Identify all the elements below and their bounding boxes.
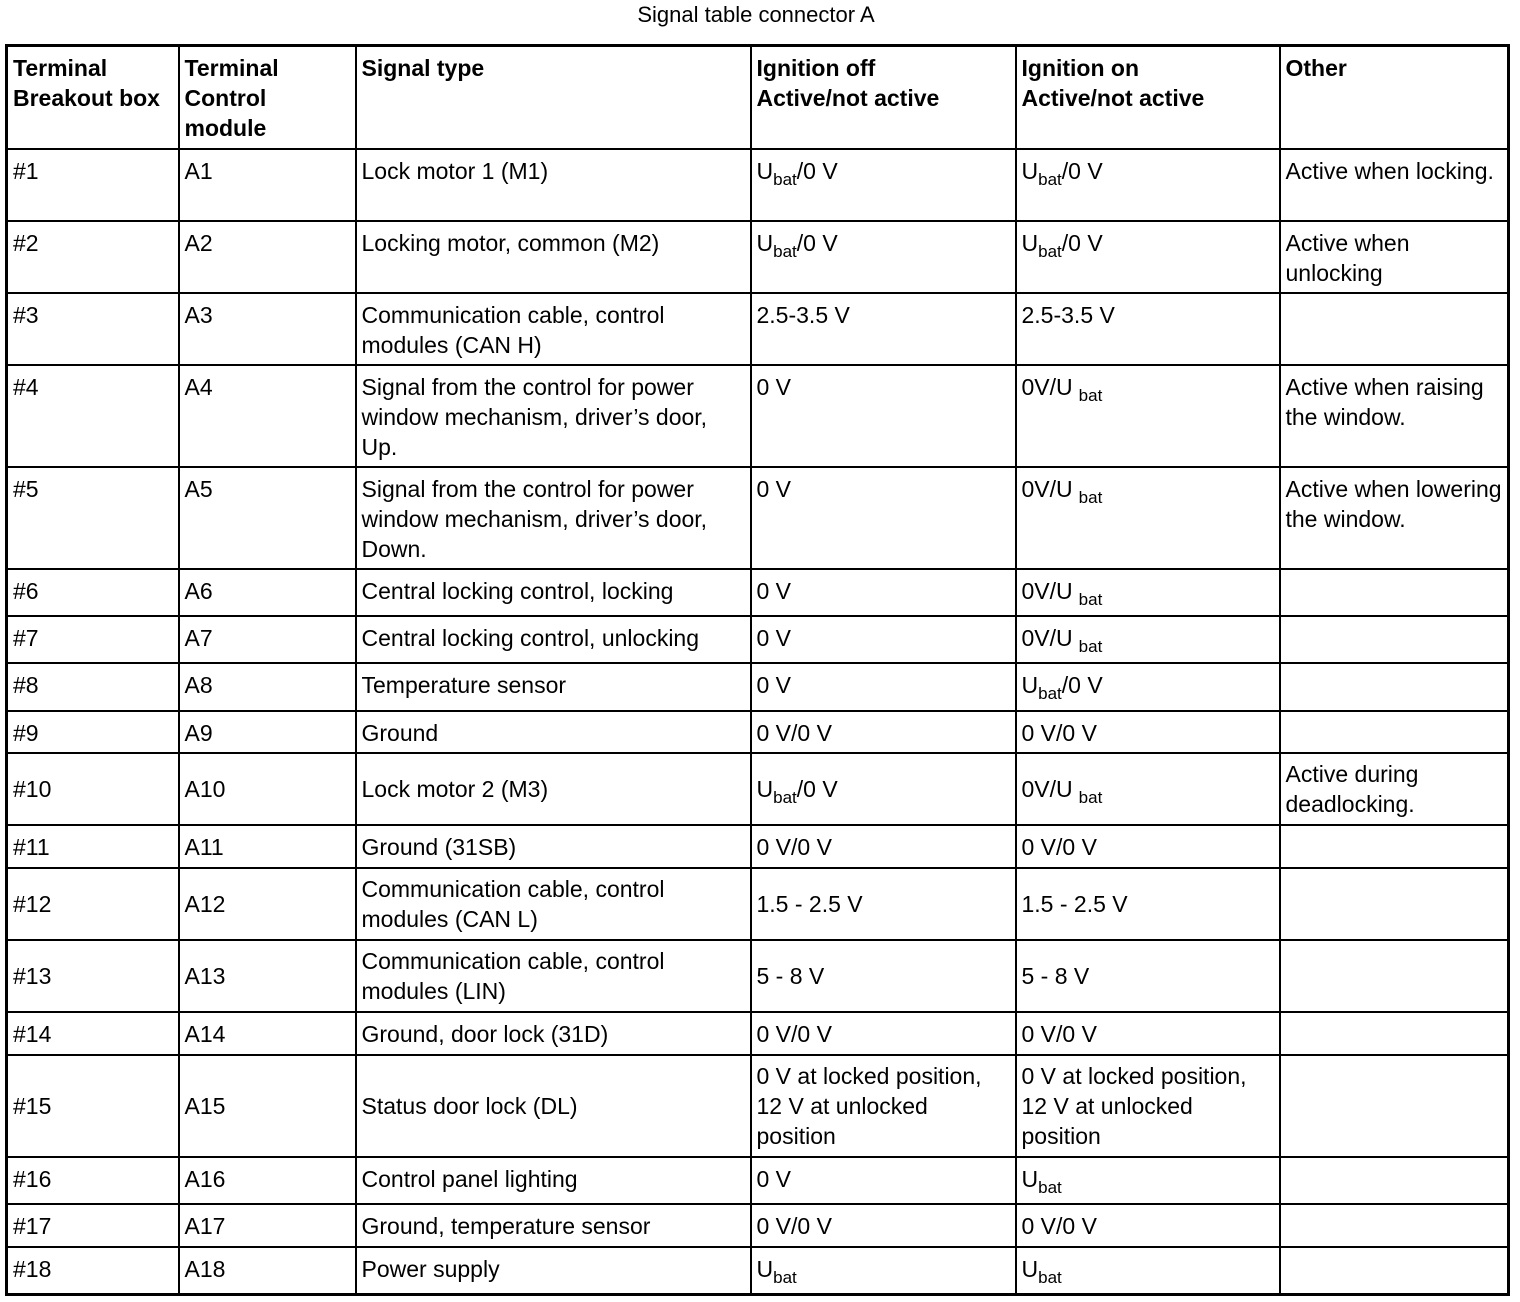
ignition-on-cell: 0V/U $_{bat}$ bbox=[1016, 467, 1280, 569]
table-row bbox=[7, 1247, 1509, 1295]
module-cell: A13 bbox=[179, 940, 356, 1012]
header-signal-type: Signal type bbox=[356, 46, 751, 149]
other-cell bbox=[1280, 825, 1509, 868]
signal-type-cell: Ground bbox=[356, 711, 751, 753]
other-cell: Active when locking. bbox=[1280, 149, 1509, 221]
header-terminal-control-module: Terminal Control module bbox=[179, 46, 356, 149]
terminal-cell: #7 bbox=[7, 616, 179, 663]
table-row bbox=[7, 1157, 1509, 1204]
other-cell bbox=[1280, 616, 1509, 663]
ignition-off-cell: 0 V bbox=[751, 1157, 1016, 1204]
ignition-off-cell: 0 V/0 V bbox=[751, 1204, 1016, 1247]
ignition-on-cell: $U_{bat}/0$ V bbox=[1016, 663, 1280, 711]
other-cell: Active when lowering the window. bbox=[1280, 467, 1509, 569]
other-cell bbox=[1280, 293, 1509, 365]
ignition-off-cell: $U_{bat}/0$ V bbox=[751, 753, 1016, 825]
ignition-on-cell: 5 - 8 V bbox=[1016, 940, 1280, 1012]
ignition-off-cell: $U_{bat}/0$ V bbox=[751, 221, 1016, 293]
other-cell bbox=[1280, 1012, 1509, 1055]
ignition-on-cell: 0 V/0 V bbox=[1016, 711, 1280, 753]
ignition-on-cell: 0 V/0 V bbox=[1016, 1204, 1280, 1247]
module-cell: A3 bbox=[179, 293, 356, 365]
terminal-cell: #13 bbox=[7, 940, 179, 1012]
ignition-on-cell: 1.5 - 2.5 V bbox=[1016, 868, 1280, 940]
module-cell: A14 bbox=[179, 1012, 356, 1055]
module-cell: A1 bbox=[179, 149, 356, 221]
module-cell: A6 bbox=[179, 569, 356, 616]
terminal-cell: #12 bbox=[7, 868, 179, 940]
table-row bbox=[7, 467, 1509, 569]
other-cell bbox=[1280, 1055, 1509, 1157]
module-cell: A10 bbox=[179, 753, 356, 825]
header-row bbox=[7, 46, 1509, 149]
table-row bbox=[7, 825, 1509, 868]
signal-type-cell: Communication cable, control modules (CAN H) bbox=[356, 293, 751, 365]
ignition-on-cell: $U_{bat}/0$ V bbox=[1016, 221, 1280, 293]
signal-type-cell: Status door lock (DL) bbox=[356, 1055, 751, 1157]
ignition-off-cell: 0 V at locked position, 12 V at unlocked position bbox=[751, 1055, 1016, 1157]
ignition-off-cell: 0 V bbox=[751, 616, 1016, 663]
ignition-on-cell: 0 V/0 V bbox=[1016, 1012, 1280, 1055]
ignition-off-cell: 0 V/0 V bbox=[751, 825, 1016, 868]
terminal-cell: #17 bbox=[7, 1204, 179, 1247]
table-row bbox=[7, 149, 1509, 221]
signal-type-cell: Signal from the control for power window mechanism, driver’s door, Up. bbox=[356, 365, 751, 467]
module-cell: A16 bbox=[179, 1157, 356, 1204]
module-cell: A4 bbox=[179, 365, 356, 467]
ignition-on-cell: $U_{bat}$ bbox=[1016, 1247, 1280, 1295]
terminal-cell: #11 bbox=[7, 825, 179, 868]
signal-type-cell: Lock motor 1 (M1) bbox=[356, 149, 751, 221]
module-cell: A7 bbox=[179, 616, 356, 663]
terminal-cell: #8 bbox=[7, 663, 179, 711]
ignition-off-cell: 2.5-3.5 V bbox=[751, 293, 1016, 365]
signal-type-cell: Signal from the control for power window mechanism, driver’s door, Down. bbox=[356, 467, 751, 569]
signal-type-cell: Central locking control, unlocking bbox=[356, 616, 751, 663]
terminal-cell: #1 bbox=[7, 149, 179, 221]
table-row bbox=[7, 753, 1509, 825]
signal-type-cell: Ground (31SB) bbox=[356, 825, 751, 868]
table-row bbox=[7, 293, 1509, 365]
ignition-off-cell: 0 V bbox=[751, 569, 1016, 616]
signal-type-cell: Central locking control, locking bbox=[356, 569, 751, 616]
ignition-off-cell: $U_{bat}$ bbox=[751, 1247, 1016, 1295]
table-row bbox=[7, 663, 1509, 711]
other-cell bbox=[1280, 1247, 1509, 1295]
module-cell: A9 bbox=[179, 711, 356, 753]
terminal-cell: #3 bbox=[7, 293, 179, 365]
ignition-off-cell: 5 - 8 V bbox=[751, 940, 1016, 1012]
terminal-cell: #9 bbox=[7, 711, 179, 753]
ignition-on-cell: 0V/U $_{bat}$ bbox=[1016, 569, 1280, 616]
other-cell: Active when raising the window. bbox=[1280, 365, 1509, 467]
table-row bbox=[7, 868, 1509, 940]
signal-type-cell: Power supply bbox=[356, 1247, 751, 1295]
module-cell: A17 bbox=[179, 1204, 356, 1247]
table-row bbox=[7, 940, 1509, 1012]
other-cell bbox=[1280, 1157, 1509, 1204]
module-cell: A15 bbox=[179, 1055, 356, 1157]
terminal-cell: #10 bbox=[7, 753, 179, 825]
other-cell bbox=[1280, 663, 1509, 711]
ignition-on-cell: $U_{bat}/0$ V bbox=[1016, 149, 1280, 221]
module-cell: A5 bbox=[179, 467, 356, 569]
ignition-off-cell: 0 V bbox=[751, 467, 1016, 569]
other-cell bbox=[1280, 868, 1509, 940]
table-row bbox=[7, 616, 1509, 663]
other-cell bbox=[1280, 569, 1509, 616]
ignition-on-cell: 0 V/0 V bbox=[1016, 825, 1280, 868]
other-cell bbox=[1280, 1204, 1509, 1247]
signal-type-cell: Ground, temperature sensor bbox=[356, 1204, 751, 1247]
ignition-on-cell: 0V/U $_{bat}$ bbox=[1016, 616, 1280, 663]
header-ignition-on: Ignition on Active/not active bbox=[1016, 46, 1280, 149]
signal-type-cell: Ground, door lock (31D) bbox=[356, 1012, 751, 1055]
ignition-off-cell: 0 V/0 V bbox=[751, 1012, 1016, 1055]
ignition-off-cell: 1.5 - 2.5 V bbox=[751, 868, 1016, 940]
module-cell: A8 bbox=[179, 663, 356, 711]
ignition-on-cell: 0V/U $_{bat}$ bbox=[1016, 365, 1280, 467]
signal-type-cell: Control panel lighting bbox=[356, 1157, 751, 1204]
header-terminal-breakout-box: Terminal Breakout box bbox=[7, 46, 179, 149]
signal-type-cell: Locking motor, common (M2) bbox=[356, 221, 751, 293]
signal-type-cell: Lock motor 2 (M3) bbox=[356, 753, 751, 825]
ignition-on-cell: $U_{bat}$ bbox=[1016, 1157, 1280, 1204]
signal-type-cell: Communication cable, control modules (CAN L) bbox=[356, 868, 751, 940]
ignition-on-cell: 0 V at locked position, 12 V at unlocked position bbox=[1016, 1055, 1280, 1157]
ignition-off-cell: 0 V bbox=[751, 365, 1016, 467]
table-row bbox=[7, 569, 1509, 616]
table-row bbox=[7, 365, 1509, 467]
table-row bbox=[7, 1012, 1509, 1055]
terminal-cell: #15 bbox=[7, 1055, 179, 1157]
other-cell: Active during deadlocking. bbox=[1280, 753, 1509, 825]
module-cell: A11 bbox=[179, 825, 356, 868]
other-cell bbox=[1280, 940, 1509, 1012]
ignition-off-cell: 0 V/0 V bbox=[751, 711, 1016, 753]
module-cell: A12 bbox=[179, 868, 356, 940]
table-row bbox=[7, 711, 1509, 753]
other-cell: Active when unlocking bbox=[1280, 221, 1509, 293]
header-ignition-off: Ignition off Active/not active bbox=[751, 46, 1016, 149]
ignition-off-cell: $U_{bat}/0$ V bbox=[751, 149, 1016, 221]
table-row bbox=[7, 1055, 1509, 1157]
ignition-on-cell: 2.5-3.5 V bbox=[1016, 293, 1280, 365]
terminal-cell: #16 bbox=[7, 1157, 179, 1204]
ignition-off-cell: 0 V bbox=[751, 663, 1016, 711]
signal-type-cell: Communication cable, control modules (LIN) bbox=[356, 940, 751, 1012]
table-caption: Signal table connector A bbox=[637, 2, 875, 27]
other-cell bbox=[1280, 711, 1509, 753]
signal-table bbox=[5, 44, 1510, 1296]
module-cell: A18 bbox=[179, 1247, 356, 1295]
table-body bbox=[7, 149, 1509, 1295]
module-cell: A2 bbox=[179, 221, 356, 293]
terminal-cell: #18 bbox=[7, 1247, 179, 1295]
terminal-cell: #6 bbox=[7, 569, 179, 616]
terminal-cell: #5 bbox=[7, 467, 179, 569]
ignition-on-cell: 0V/U $_{bat}$ bbox=[1016, 753, 1280, 825]
terminal-cell: #14 bbox=[7, 1012, 179, 1055]
table-row bbox=[7, 1204, 1509, 1247]
table-row bbox=[7, 221, 1509, 293]
terminal-cell: #4 bbox=[7, 365, 179, 467]
terminal-cell: #2 bbox=[7, 221, 179, 293]
header-other: Other bbox=[1280, 46, 1509, 149]
signal-type-cell: Temperature sensor bbox=[356, 663, 751, 711]
